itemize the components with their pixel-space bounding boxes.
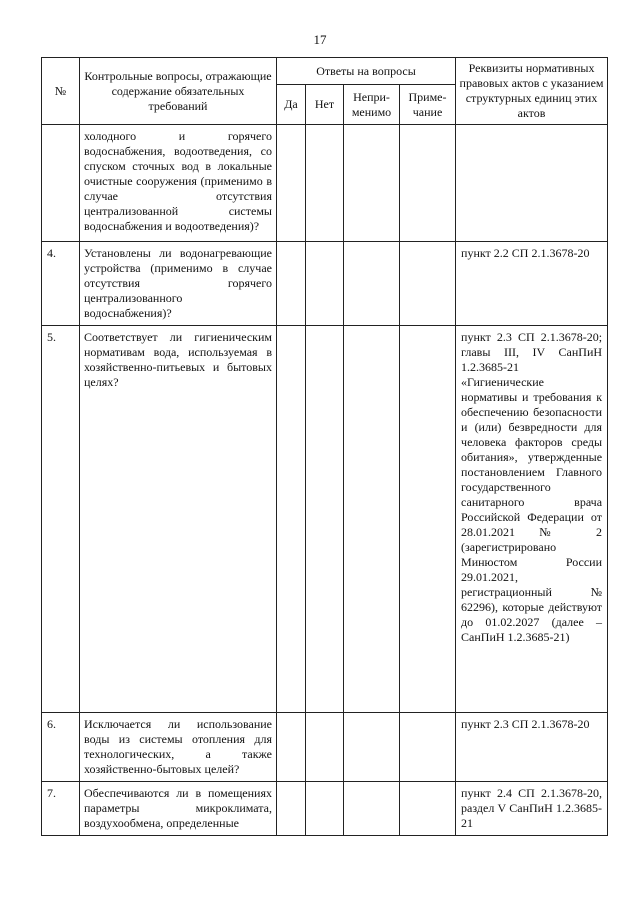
header-no: Нет: [306, 85, 344, 125]
table-row: [42, 125, 608, 242]
header-reference: Реквизиты нормативных правовых актов с указанием структурных единиц этих актов: [456, 58, 608, 125]
table-row: [42, 713, 608, 782]
row-reference: пункт 2.4 СП 2.1.3678-20, раздел V СанПиН 1.2.3685-21: [456, 782, 608, 836]
answer-note-cell[interactable]: [400, 782, 456, 836]
header-answers: Ответы на вопросы: [277, 58, 456, 85]
answer-no-cell[interactable]: [306, 713, 344, 782]
table-row: [42, 326, 608, 713]
table-row: [42, 782, 608, 836]
row-number: 7.: [42, 782, 80, 836]
header-question: Контрольные вопросы, отражающие содержание обязательных требований: [80, 58, 277, 125]
row-number: 6.: [42, 713, 80, 782]
answer-na-cell[interactable]: [344, 326, 400, 713]
row-number: 4.: [42, 242, 80, 326]
row-reference: пункт 2.3 СП 2.1.3678-20: [456, 713, 608, 782]
answer-na-cell[interactable]: [344, 125, 400, 242]
answer-note-cell[interactable]: [400, 713, 456, 782]
row-reference: пункт 2.2 СП 2.1.3678-20: [456, 242, 608, 326]
row-reference: [456, 125, 608, 242]
answer-na-cell[interactable]: [344, 782, 400, 836]
header-note: Приме-чание: [400, 85, 456, 125]
answer-note-cell[interactable]: [400, 242, 456, 326]
answer-na-cell[interactable]: [344, 242, 400, 326]
page-number: 17: [313, 32, 327, 47]
answer-yes-cell[interactable]: [277, 326, 306, 713]
row-question: Обеспечиваются ли в помещениях параметры микроклимата, воздухообмена, определенные: [80, 782, 277, 836]
answer-no-cell[interactable]: [306, 242, 344, 326]
answer-no-cell[interactable]: [306, 125, 344, 242]
answer-yes-cell[interactable]: [277, 713, 306, 782]
answer-note-cell[interactable]: [400, 326, 456, 713]
row-question: Исключается ли использование воды из системы отопления для технологических, а также хозяйственно-бытовых целей?: [80, 713, 277, 782]
header-row-1: [42, 58, 608, 85]
answer-na-cell[interactable]: [344, 713, 400, 782]
table-row: [42, 242, 608, 326]
answer-yes-cell[interactable]: [277, 242, 306, 326]
answer-no-cell[interactable]: [306, 326, 344, 713]
row-question: Соответствует ли гигиеническим нормативам вода, используемая в хозяйственно-питьевых и бытовых целях?: [80, 326, 277, 713]
answer-yes-cell[interactable]: [277, 125, 306, 242]
row-number: [42, 125, 80, 242]
answer-yes-cell[interactable]: [277, 782, 306, 836]
row-reference: пункт 2.3 СП 2.1.3678-20; главы III, IV СанПиН 1.2.3685-21 «Гигиенические нормативы и требования к обеспечению безопасности и (или) безвредности для человека факторов среды обитания», утвержденные постановлением Главного государственного санитарного врача Российской Федерации от 28.01.2021 № 2 (зарегистрировано Минюстом России 29.01.2021, регистрационный № 62296), которые действуют до 01.02.2027 (далее – СанПиН 1.2.3685-21): [456, 326, 608, 713]
header-yes: Да: [277, 85, 306, 125]
row-question: холодного и горячего водоснабжения, водоотведения, со спуском сточных вод в локальные очистные сооружения (применимо в случае отсутствия централизованной системы водоснабжения и водоотведения)?: [80, 125, 277, 242]
answer-note-cell[interactable]: [400, 125, 456, 242]
header-na: Непри-менимо: [344, 85, 400, 125]
checklist-table: [41, 57, 608, 836]
row-question: Установлены ли водонагревающие устройства (применимо в случае отсутствия горячего централизованного водоснабжения)?: [80, 242, 277, 326]
answer-no-cell[interactable]: [306, 782, 344, 836]
row-number: 5.: [42, 326, 80, 713]
header-num: №: [42, 58, 80, 125]
